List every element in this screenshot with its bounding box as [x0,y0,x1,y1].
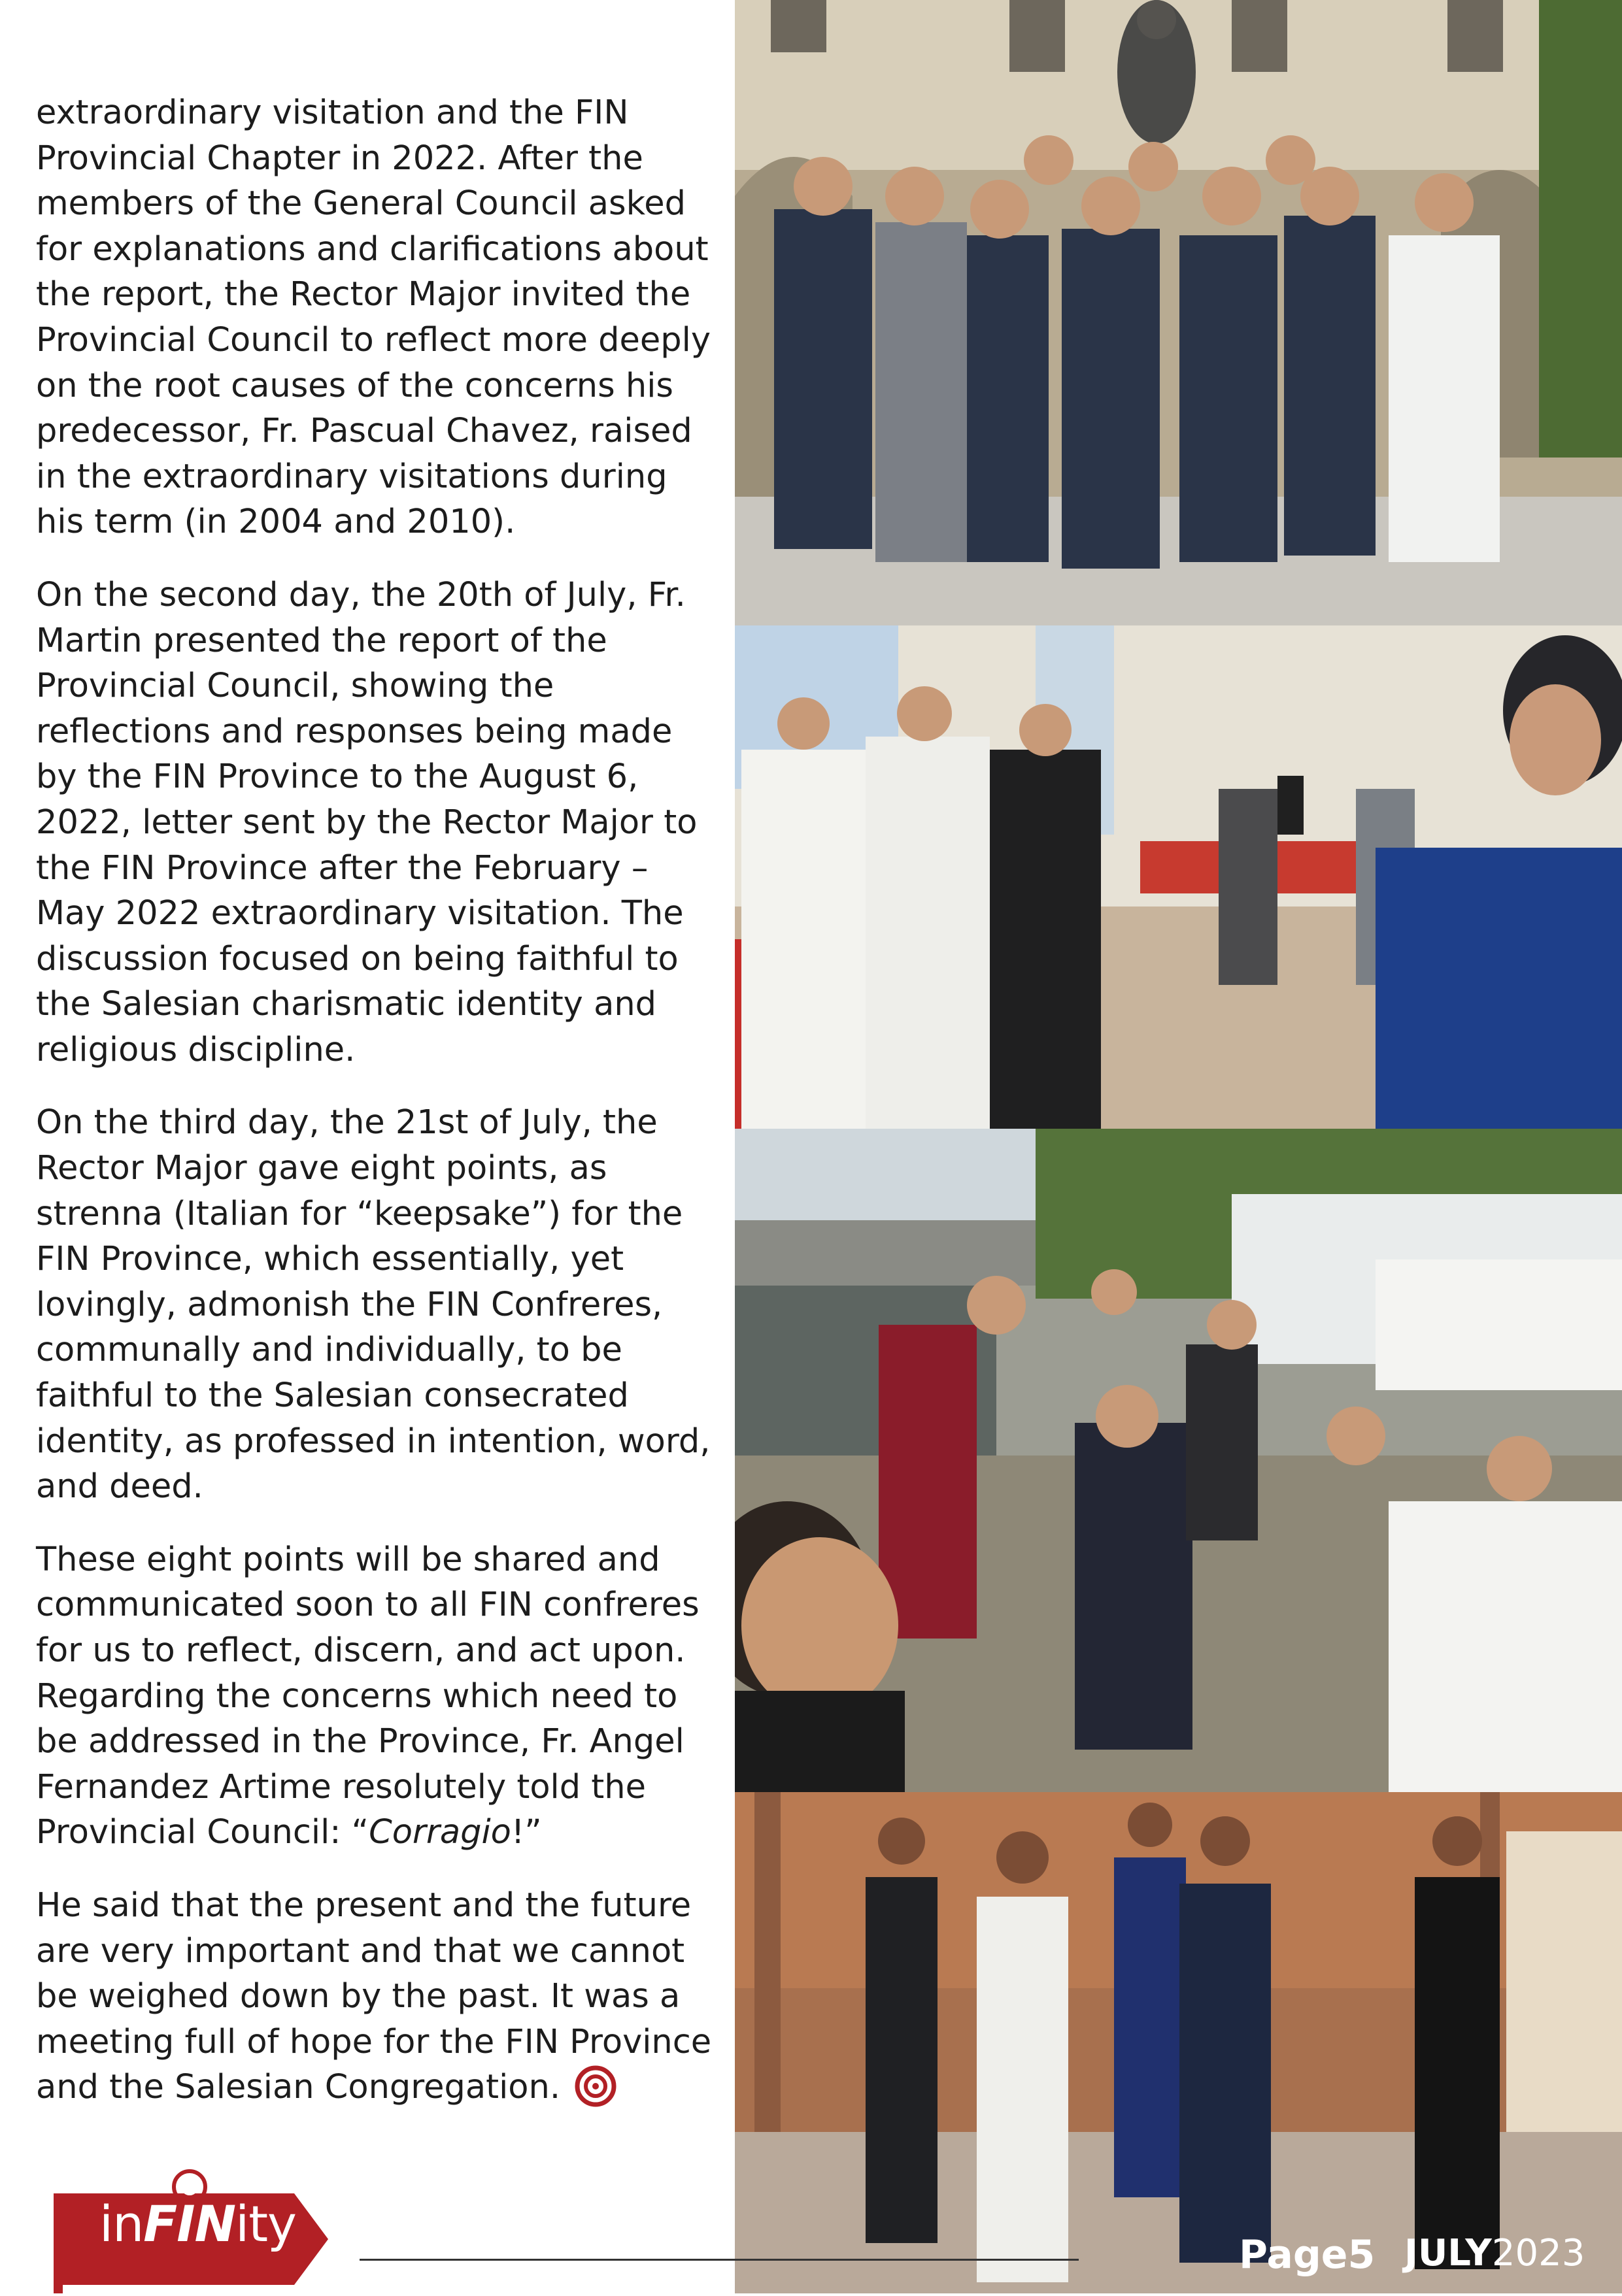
photo-column [735,0,1622,2293]
end-mark-icon [575,2065,617,2107]
paragraph-5 [36,1883,716,2110]
photo-dining-room [735,625,1622,1129]
paragraph-3: On the third day, the 21st of July, the Rector Major gave eight points, as strenna (Italian for “keepsake”) for the FIN Province, which essentially, yet lovingly, admonish the FIN Confreres, communally and individually, to be faithful to the Salesian consecrated identity, as professed in intention, word, and deed. [36,1103,711,1506]
paragraph-5-text: He said that the present and the future are very important and that we cannot be weighed down by the past. It was a meeting full of hope for the FIN Province and the Salesian Congregation. [36,1886,712,2107]
issue-year: 2023 [1491,2232,1585,2274]
logo-wordmark [99,2195,296,2253]
article-body [36,90,716,2138]
paragraph-4-text: These eight points will be shared and communicated soon to all FIN confreres for us to reflect, discern, and act upon. Regarding the concerns which need to be addressed in the Province, Fr. Angel Fernandez Artime resolutely told the Provincial Council: “ [36,1540,700,1852]
paragraph-1: extraordinary visitation and the FIN Provincial Chapter in 2022. After the members of the General Council asked for explanations and clarifications about the report, the Rector Major invited the Provincial Council to reflect more deeply on the root causes of the concerns his predecessor, Fr. Pascual Chavez, raised in the extraordinary visitations during his term (in 2004 and 2010). [36,93,711,542]
photo-group-statue [735,0,1622,625]
photo-street-selfie [735,1129,1622,1792]
paragraph-4-italic: Corragio [369,1813,511,1852]
page-number: Page5 [1239,2232,1376,2278]
paragraph-4 [36,1537,716,1855]
paragraph-4-end: !” [511,1813,542,1852]
issue-date [1404,2232,1585,2274]
infinity-logo [54,2169,328,2293]
photo-corridor-walk [735,1792,1622,2293]
paragraph-2: On the second day, the 20th of July, Fr. Martin presented the report of the Provincial Council, showing the reflections and responses being made by the FIN Province to the August 6, 2022, letter sent by the Rector Major to the FIN Province after the February – May 2022 extraordinary visitation. The discussion focused on being faithful to the Salesian charismatic identity and religious discipline. [36,575,698,1069]
footer-rule [360,2259,1079,2261]
issue-month: JULY [1404,2232,1492,2274]
logo-bold: FIN [143,2195,236,2253]
logo-pre: in [99,2195,144,2253]
logo-post: ity [235,2195,296,2253]
